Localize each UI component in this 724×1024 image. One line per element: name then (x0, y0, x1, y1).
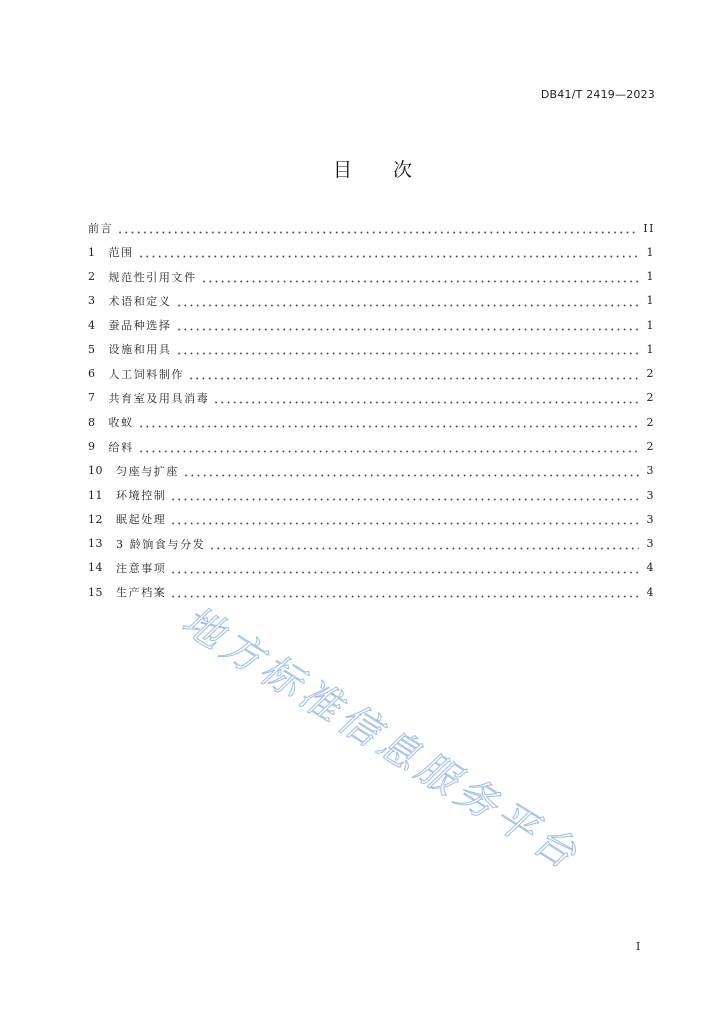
toc-entry-label: 共育室及用具消毒 (108, 391, 210, 405)
dot-leader (183, 465, 639, 477)
dot-leader (176, 295, 639, 307)
toc-entry-number: 6 (88, 367, 96, 381)
table-of-contents (88, 216, 655, 604)
toc-entry-page: II (643, 221, 655, 235)
toc-entry-9[interactable] (88, 434, 655, 458)
toc-entry-number: 2 (88, 270, 96, 284)
dot-leader (170, 513, 638, 525)
toc-entry-label: 范围 (108, 246, 134, 260)
dot-leader (138, 246, 639, 258)
watermark: 地方标准信息服务平台 (173, 597, 589, 881)
toc-entry-1[interactable] (88, 240, 655, 264)
toc-entry-page: 2 (646, 367, 655, 381)
toc-entry-number: 7 (88, 391, 96, 405)
dot-leader (170, 586, 638, 598)
dot-leader (209, 538, 638, 550)
toc-entry-label: 设施和用具 (108, 343, 172, 357)
toc-entry-foreword[interactable] (88, 216, 655, 240)
toc-entry-label: 眠起处理 (116, 513, 167, 527)
toc-entry-10[interactable] (88, 459, 655, 483)
page-number: I (636, 940, 641, 953)
dot-leader (117, 222, 635, 234)
toc-entry-number: 8 (88, 415, 96, 429)
dot-leader (201, 271, 639, 283)
toc-entry-2[interactable] (88, 265, 655, 289)
toc-entry-number: 11 (88, 488, 103, 502)
page-title: 目 次 (333, 159, 414, 181)
toc-entry-label: 收蚁 (108, 416, 134, 430)
dot-leader (213, 392, 638, 404)
toc-entry-page: 3 (646, 537, 655, 551)
toc-entry-7[interactable] (88, 386, 655, 410)
toc-entry-number: 12 (88, 512, 103, 526)
toc-entry-label: 注意事项 (116, 561, 167, 575)
toc-entry-number: 10 (88, 464, 103, 478)
toc-entry-4[interactable] (88, 313, 655, 337)
toc-entry-label: 环境控制 (116, 489, 167, 503)
toc-entry-label: 人工饲料制作 (108, 367, 185, 381)
toc-entry-page: 1 (646, 294, 655, 308)
toc-entry-page: 4 (646, 585, 655, 599)
toc-entry-3[interactable] (88, 289, 655, 313)
toc-entry-label: 蚕品种选择 (108, 319, 172, 333)
toc-entry-12[interactable] (88, 507, 655, 531)
toc-entry-label: 生产档案 (116, 586, 167, 600)
toc-entry-page: 1 (646, 270, 655, 284)
toc-entry-number: 9 (88, 440, 96, 454)
toc-entry-number: 13 (88, 537, 103, 551)
toc-entry-label: 前言 (88, 222, 114, 236)
toc-entry-page: 2 (646, 391, 655, 405)
toc-entry-15[interactable] (88, 580, 655, 604)
toc-entry-page: 2 (646, 440, 655, 454)
toc-entry-5[interactable] (88, 337, 655, 361)
dot-leader (170, 562, 638, 574)
toc-entry-13[interactable] (88, 531, 655, 555)
dot-leader (170, 489, 638, 501)
toc-entry-label: 给料 (108, 440, 134, 454)
toc-entry-11[interactable] (88, 483, 655, 507)
toc-entry-number: 14 (88, 561, 103, 575)
toc-entry-14[interactable] (88, 556, 655, 580)
toc-entry-number: 1 (88, 245, 96, 259)
toc-entry-page: 1 (646, 245, 655, 259)
toc-entry-page: 3 (646, 512, 655, 526)
toc-entry-8[interactable] (88, 410, 655, 434)
toc-entry-page: 1 (646, 318, 655, 332)
toc-entry-page: 1 (646, 342, 655, 356)
toc-entry-number: 5 (88, 342, 96, 356)
dot-leader (188, 368, 638, 380)
toc-entry-page: 2 (646, 415, 655, 429)
toc-entry-label: 3 龄饷食与分发 (116, 537, 206, 551)
toc-entry-page: 3 (646, 464, 655, 478)
dot-leader (176, 319, 639, 331)
dot-leader (138, 441, 639, 453)
dot-leader (176, 343, 639, 355)
toc-entry-number: 4 (88, 318, 96, 332)
toc-entry-label: 匀座与扩座 (116, 464, 179, 478)
toc-entry-number: 3 (88, 294, 96, 308)
dot-leader (138, 416, 639, 428)
toc-entry-number: 15 (88, 585, 103, 599)
toc-entry-page: 3 (646, 488, 655, 502)
toc-entry-label: 术语和定义 (108, 294, 172, 308)
toc-entry-label: 规范性引用文件 (108, 270, 197, 284)
toc-entry-page: 4 (646, 561, 655, 575)
standard-code: DB41/T 2419—2023 (540, 88, 655, 101)
toc-entry-6[interactable] (88, 362, 655, 386)
